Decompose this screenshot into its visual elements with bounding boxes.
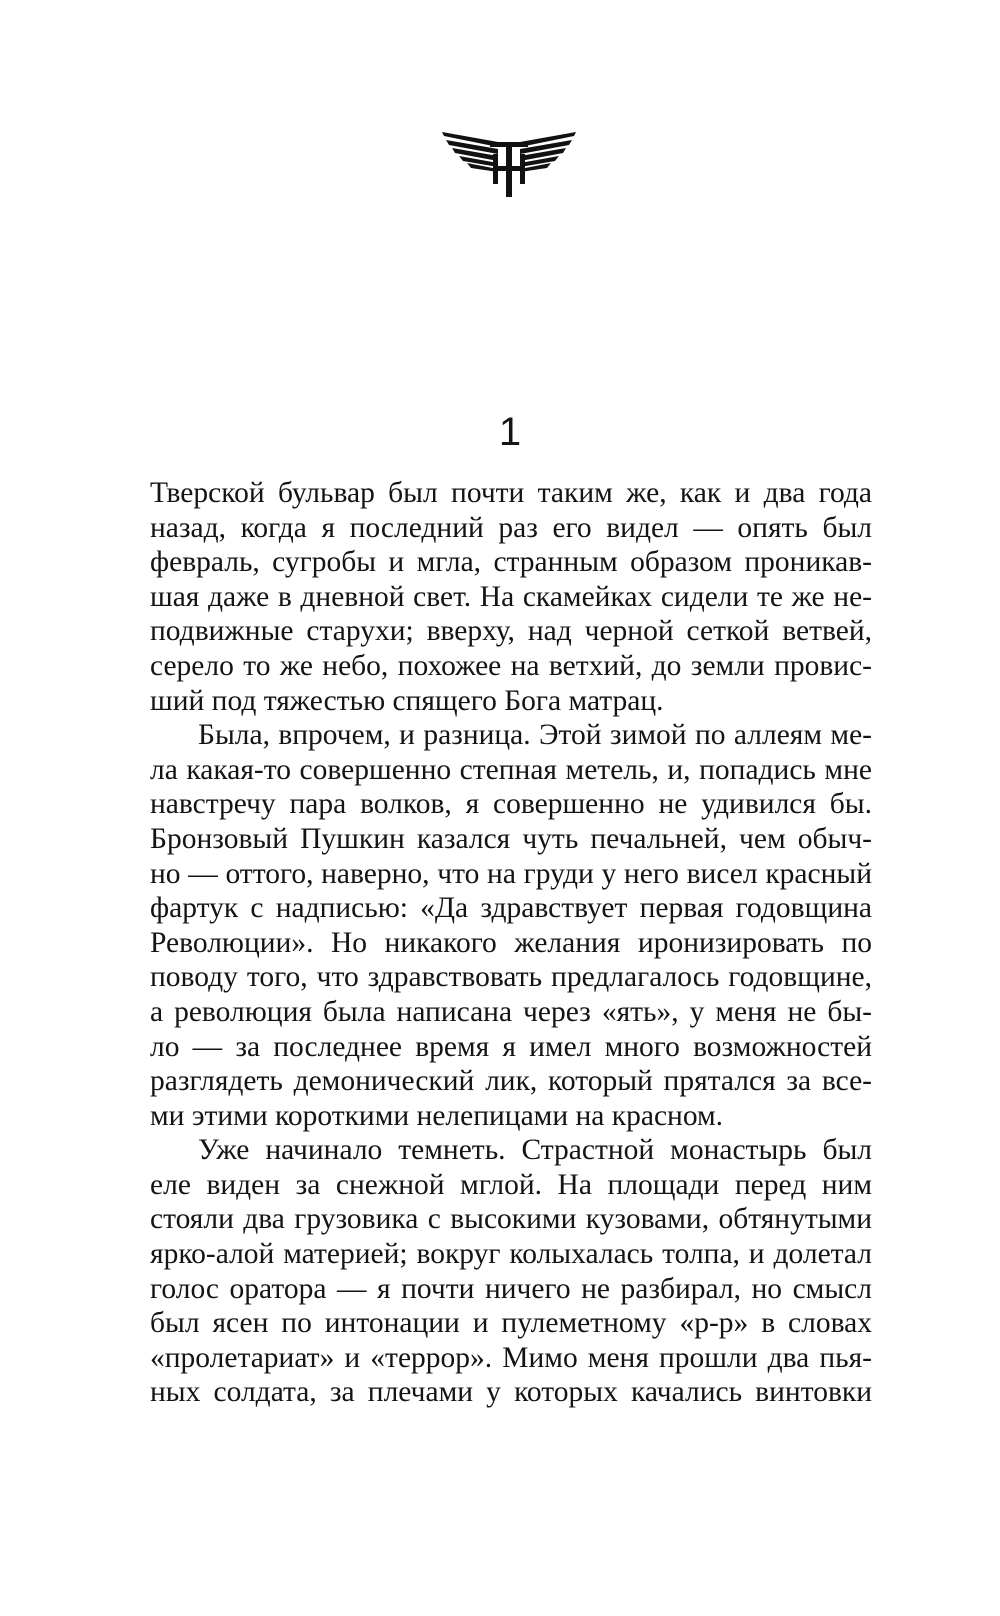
text-line: ных солдата, за плечами у которых качались винтовки: [150, 1376, 872, 1409]
text-line: подвижные старухи; вверху, над черной сеткой ветвей,: [150, 615, 872, 648]
text-line: «пролетариат» и «террор». Мимо меня прошли два пья-: [150, 1341, 872, 1374]
text-line: ла какая-то совершенно степная метель, и, попадись мне: [150, 753, 872, 786]
text-line: назад, когда я последний раз его видел — опять был: [150, 511, 872, 544]
text-line: ло — за последнее время я имел много возможностей: [150, 1030, 872, 1063]
chapter-text: [150, 476, 872, 1410]
text-line: ярко-алой материей; вокруг колыхалась толпа, и долетал: [150, 1238, 872, 1271]
text-line: Была, впрочем, и разница. Этой зимой по аллеям ме-: [198, 719, 872, 752]
text-line: стояли два грузовика с высокими кузовами, обтянутыми: [150, 1203, 872, 1236]
text-line: голос оратора — я почти ничего не разбирал, но смысл: [150, 1272, 872, 1305]
text-line: серело то же небо, похожее на ветхий, до земли провис-: [150, 649, 872, 682]
text-line: ми этими короткими нелепицами на красном.: [150, 1099, 724, 1132]
winged-emblem-icon: [440, 120, 578, 200]
text-line: шая даже в дневной свет. На скамейках сидели те же не-: [150, 580, 872, 613]
text-line: Тверской бульвар был почти таким же, как и два года: [150, 477, 872, 509]
text-line: еле виден за снежной мглой. На площади перед ним: [150, 1168, 872, 1201]
paragraph: [150, 1133, 872, 1410]
text-line: а революция была написана через «ять», у меня не бы-: [150, 995, 872, 1028]
text-line: февраль, сугробы и мгла, странным образом проникав-: [150, 546, 872, 579]
text-line: ший под тяжестью спящего Бога матрац.: [150, 684, 664, 717]
text-line: был ясен по интонации и пулеметному «р-р» в словах: [150, 1307, 872, 1340]
text-line: фартук с надписью: «Да здравствует первая годовщина: [150, 892, 872, 925]
text-line: навстречу пара волков, я совершенно не удивился бы.: [150, 788, 872, 821]
text-line: Революции». Но никакого желания иронизировать по: [150, 926, 872, 959]
text-line: поводу того, что здравствовать предлагалось годовщине,: [150, 961, 872, 994]
text-line: но — оттого, наверно, что на груди у него висел красный: [150, 857, 872, 890]
paragraph: [150, 476, 872, 718]
text-line: разглядеть демонический лик, который прятался за все-: [150, 1065, 872, 1098]
chapter-number: 1: [498, 410, 522, 454]
text-line: Бронзовый Пушкин казался чуть печальней, чем обыч-: [150, 822, 872, 855]
paragraph: [150, 718, 872, 1133]
text-line: Уже начинало темнеть. Страстной монастырь был: [198, 1134, 872, 1167]
